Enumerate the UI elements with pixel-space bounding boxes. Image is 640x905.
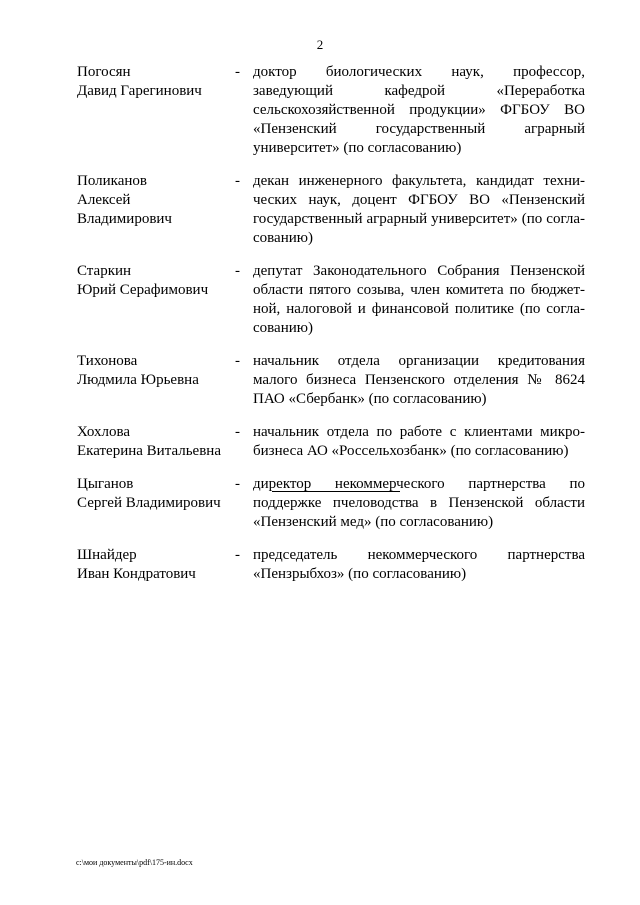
member-name-line: Старкин bbox=[77, 263, 132, 279]
member-name-line: Екатерина Витальевна bbox=[77, 443, 221, 459]
member-name bbox=[77, 352, 235, 390]
member-name-line: Погосян bbox=[77, 64, 131, 80]
member-name bbox=[77, 63, 235, 101]
member-description: декан инженерного факультета, кандидат технических наук, доцент ФГБОУ ВО «Пензенский государственный аграрный университет» (по согласованию) bbox=[253, 173, 585, 246]
page-number: 2 bbox=[316, 37, 324, 52]
member-description: доктор биологических наук, профессор, заведующий кафедрой «Переработка сельскохозяйственной продукции» ФГБОУ ВО «Пензенский государственный аграрный университет» (по согласованию) bbox=[253, 64, 585, 156]
member-name bbox=[77, 475, 235, 513]
member-row bbox=[77, 63, 585, 158]
member-name-line: Шнайдер bbox=[77, 547, 137, 563]
member-dash: - bbox=[235, 173, 240, 189]
member-row bbox=[77, 475, 585, 532]
member-name-line: Поликанов bbox=[77, 173, 147, 189]
member-description: директор некоммерческого партнерства по поддержке пчеловодства в Пензенской области «Пензенский мед» (по согласованию) bbox=[253, 476, 585, 530]
member-name-line: Иван Кондратович bbox=[77, 566, 196, 582]
member-description: депутат Законодательного Собрания Пензенской области пятого созыва, член комитета по бюджетной, налоговой и финансовой политике (по согласованию) bbox=[253, 263, 585, 336]
member-name-line: Хохлова bbox=[77, 424, 131, 440]
member-name-line: Цыганов bbox=[77, 476, 134, 492]
member-dash: - bbox=[235, 424, 240, 440]
member-name-line: Владимирович bbox=[77, 211, 172, 227]
member-name-line: Алексей bbox=[77, 192, 131, 208]
member-dash: - bbox=[235, 263, 240, 279]
member-name bbox=[77, 262, 235, 300]
member-name-line: Тихонова bbox=[77, 353, 138, 369]
closing-divider bbox=[272, 491, 400, 492]
member-dash: - bbox=[235, 353, 240, 369]
member-name-line: Давид Гарегинович bbox=[77, 83, 202, 99]
member-description: председатель некоммерческого партнерства «Пензрыбхоз» (по согласованию) bbox=[253, 547, 585, 582]
member-name-line: Юрий Серафимович bbox=[77, 282, 209, 298]
member-list bbox=[77, 63, 585, 598]
member-name bbox=[77, 546, 235, 584]
member-description: начальник отдела организации кредитования малого бизнеса Пензенского отделения № 8624 ПАО «Сбербанк» (по согласованию) bbox=[253, 353, 585, 407]
member-row bbox=[77, 423, 585, 461]
member-dash: - bbox=[235, 547, 240, 563]
member-dash: - bbox=[235, 64, 240, 80]
member-row bbox=[77, 546, 585, 584]
member-name-line: Сергей Владимирович bbox=[77, 495, 221, 511]
member-name bbox=[77, 423, 235, 461]
member-row bbox=[77, 172, 585, 248]
member-name bbox=[77, 172, 235, 229]
member-row bbox=[77, 352, 585, 409]
footer-file-path: c:\мои документы\pdf\175-ин.docx bbox=[76, 858, 193, 867]
member-dash: - bbox=[235, 476, 240, 492]
member-name-line: Людмила Юрьевна bbox=[77, 372, 199, 388]
member-row bbox=[77, 262, 585, 338]
member-description: начальник отдела по работе с клиентами микробизнеса АО «Россельхозбанк» (по согласованию) bbox=[253, 424, 585, 459]
